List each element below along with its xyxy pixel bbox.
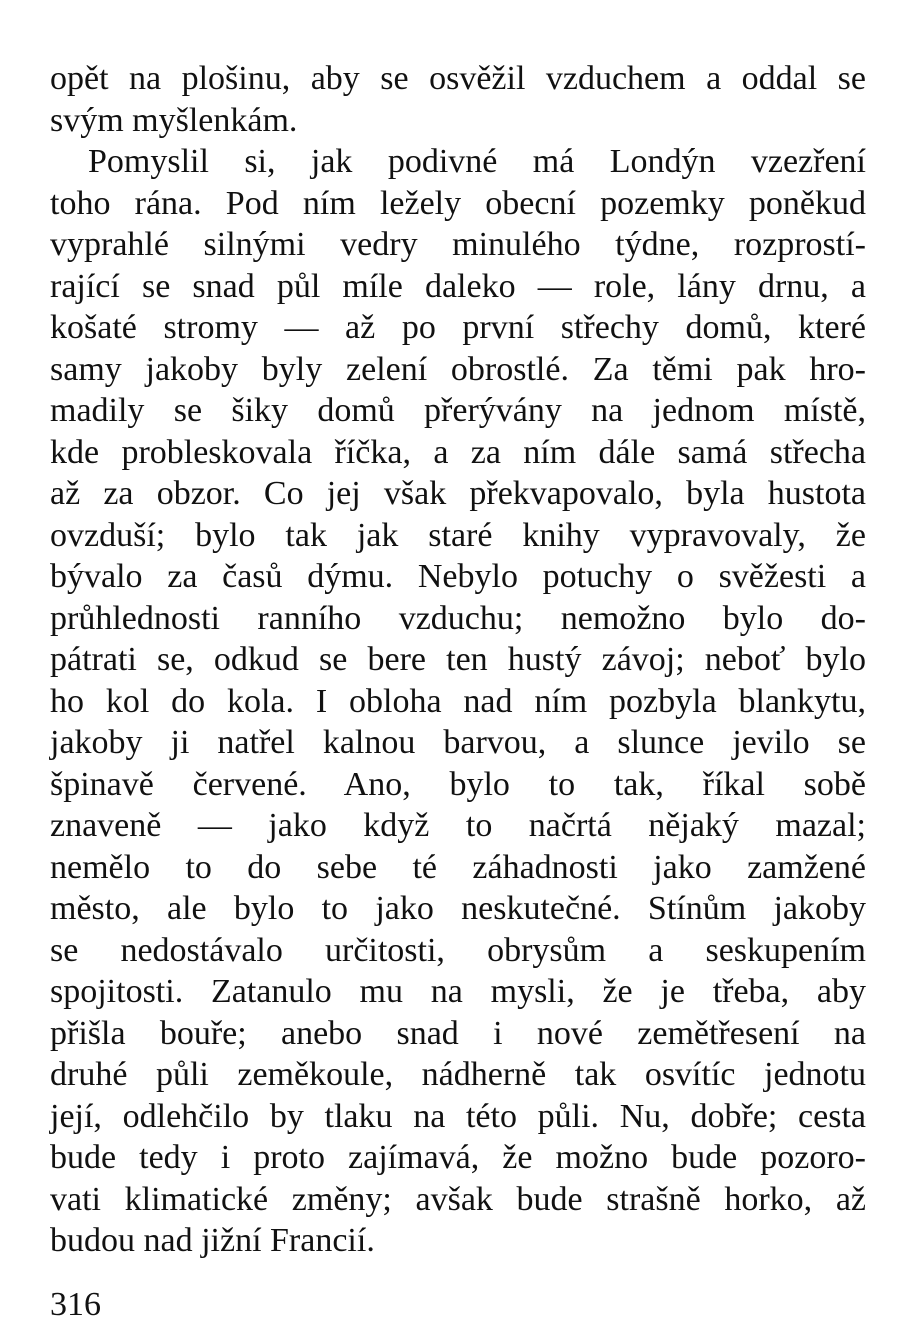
text-line: opět na plošinu, aby se osvěžil vzduchem a oddal se xyxy=(50,60,866,97)
text-line: nemělo to do sebe té záhadnosti jako zamžené xyxy=(50,848,866,886)
body-text xyxy=(50,58,866,1262)
text-line: košaté stromy — až po první střechy domů, které xyxy=(50,309,866,346)
text-line: budou nad jižní Francií. xyxy=(50,1222,375,1259)
page-number: 316 xyxy=(50,1286,101,1323)
text-line: svým myšlenkám. xyxy=(50,101,298,139)
text-line: bývalo za časů dýmu. Nebylo potuchy o svěžesti a xyxy=(50,558,866,595)
text-line: madily se šiky domů přerývány na jednom místě, xyxy=(50,392,866,429)
text-line: jakoby ji natřel kalnou barvou, a slunce jevilo se xyxy=(50,724,866,761)
text-line: město, ale bylo to jako neskutečné. Stínům jakoby xyxy=(50,890,866,927)
text-line: se nedostávalo určitosti, obrysům a seskupením xyxy=(50,931,866,969)
paragraph xyxy=(50,58,866,141)
text-line: Pomyslil si, jak podivné má Londýn vzezření xyxy=(88,143,866,180)
text-line: toho rána. Pod ním ležely obecní pozemky poněkud xyxy=(50,184,866,222)
text-line: průhlednosti ranního vzduchu; nemožno bylo do- xyxy=(50,599,866,637)
text-line: rající se snad půl míle daleko — role, lány drnu, a xyxy=(50,267,866,305)
text-line: samy jakoby byly zelení obrostlé. Za těmi pak hro- xyxy=(50,350,866,388)
text-line: ovzduší; bylo tak jak staré knihy vypravovaly, že xyxy=(50,516,866,554)
text-line: její, odlehčilo by tlaku na této půli. Nu, dobře; cesta xyxy=(50,1097,866,1135)
text-line: vati klimatické změny; avšak bude strašně horko, až xyxy=(50,1180,866,1218)
text-line: ho kol do kola. I obloha nad ním pozbyla blankytu, xyxy=(50,682,866,720)
text-line: pátrati se, odkud se bere ten hustý závoj; neboť bylo xyxy=(50,641,866,678)
text-line: spojitosti. Zatanulo mu na mysli, že je třeba, aby xyxy=(50,973,866,1010)
text-line: přišla bouře; anebo snad i nové zemětřesení na xyxy=(50,1014,866,1052)
text-line: druhé půli zeměkoule, nádherně tak osvítíc jednotu xyxy=(50,1056,866,1093)
text-line: špinavě červené. Ano, bylo to tak, říkal sobě xyxy=(50,765,866,803)
text-line: až za obzor. Co jej však překvapovalo, byla hustota xyxy=(50,475,866,512)
text-line: vyprahlé silnými vedry minulého týdne, rozprostí- xyxy=(50,226,866,263)
text-line: bude tedy i proto zajímavá, že možno bude pozoro- xyxy=(50,1139,866,1176)
text-line: znaveně — jako když to načrtá nějaký mazal; xyxy=(50,807,866,844)
paragraph xyxy=(50,141,866,1262)
text-line: kde probleskovala říčka, a za ním dále samá střecha xyxy=(50,433,866,471)
